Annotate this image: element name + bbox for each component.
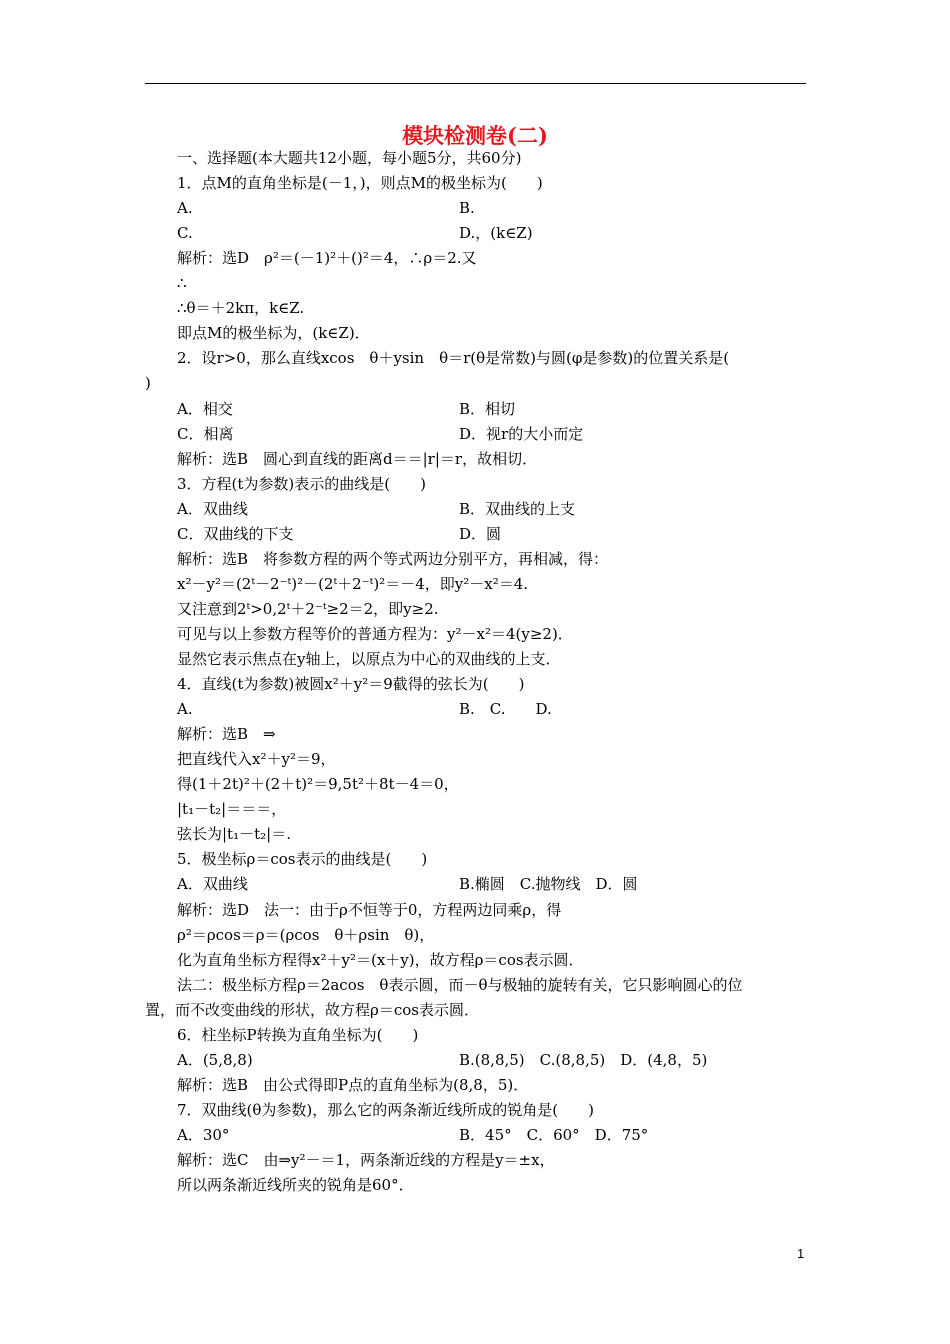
text-line: 一、选择题(本大题共12小题，每小题5分，共60分) bbox=[177, 149, 522, 167]
text-line: 解析：选B 由公式得即P点的直角坐标为(8,8，5)． bbox=[177, 1075, 529, 1094]
option-right: B．双曲线的上支 bbox=[459, 499, 576, 518]
text-line: 置，而不改变曲线的形状，故方程ρ＝cos表示圆． bbox=[145, 1000, 479, 1019]
text-line: 所以两条渐近线所夹的锐角是60°． bbox=[177, 1176, 414, 1195]
text-line: ) bbox=[145, 374, 151, 393]
option-right: D．圆 bbox=[459, 524, 502, 543]
document-title: 模块检测卷(二) bbox=[402, 123, 548, 148]
text-line: 解析：选D 法一：由于ρ不恒等于0，方程两边同乘ρ，得 bbox=[177, 900, 562, 919]
option-right: B．相切 bbox=[459, 399, 516, 418]
text-line: 弦长为|t₁－t₂|＝. bbox=[177, 825, 291, 844]
option-right: D.，(k∈Z) bbox=[459, 224, 533, 243]
text-line: C．双曲线的下支 bbox=[177, 524, 294, 543]
option-right: B.(8,8,5) C.(8,8,5) D．(4,8，5) bbox=[459, 1050, 708, 1069]
text-line: A．(5,8,8) bbox=[177, 1050, 253, 1069]
text-line: 7．双曲线(θ为参数)，那么它的两条渐近线所成的锐角是( ) bbox=[177, 1100, 594, 1119]
text-line: 法二：极坐标方程ρ＝2acos θ表示圆，而－θ与极轴的旋转有关，它只影响圆心的位 bbox=[177, 975, 743, 994]
text-line: A．双曲线 bbox=[177, 499, 248, 518]
page-number: 1 bbox=[797, 1246, 805, 1261]
text-line: ∴θ＝＋2kπ，k∈Z. bbox=[177, 299, 305, 318]
text-line: 2．设r>0，那么直线xcos θ＋ysin θ＝r(θ是常数)与圆(φ是参数)的位置关系是( bbox=[177, 349, 730, 368]
text-line: 解析：选B 将参数方程的两个等式两边分别平方，再相减，得： bbox=[177, 549, 609, 568]
text-line: 6．柱坐标P转换为直角坐标为( ) bbox=[177, 1025, 419, 1044]
text-line: 把直线代入x²＋y²＝9， bbox=[177, 750, 336, 769]
text-line: 3．方程(t为参数)表示的曲线是( ) bbox=[177, 474, 426, 493]
header-rule bbox=[145, 83, 806, 84]
option-right: B.椭圆 C.抛物线 D．圆 bbox=[459, 875, 638, 894]
text-line: C. bbox=[177, 224, 193, 243]
text-line: 得(1＋2t)²＋(2＋t)²＝9,5t²＋8t－4＝0， bbox=[177, 775, 459, 794]
text-line: A. bbox=[177, 199, 193, 218]
text-line: 解析：选D ρ²＝(－1)²＋()²＝4，∴ρ＝2.又 bbox=[177, 249, 477, 268]
text-line: A．双曲线 bbox=[177, 875, 248, 894]
text-line: 显然它表示焦点在y轴上，以原点为中心的双曲线的上支． bbox=[177, 650, 561, 668]
text-line: 1．点M的直角坐标是(－1，)，则点M的极坐标为( ) bbox=[177, 174, 543, 193]
text-line: A．相交 bbox=[177, 399, 233, 418]
text-line: 4．直线(t为参数)被圆x²＋y²＝9截得的弦长为( ) bbox=[177, 675, 525, 694]
option-right: B．45° C．60° D．75° bbox=[459, 1125, 649, 1144]
text-line: A．30° bbox=[177, 1125, 230, 1144]
text-line: ρ²＝ρcos＝ρ＝(ρcos θ＋ρsin θ)， bbox=[177, 925, 435, 944]
option-right: B. bbox=[459, 199, 475, 218]
option-right: B. C. D. bbox=[459, 700, 552, 719]
text-line: ∴ bbox=[177, 274, 187, 293]
option-right: D．视r的大小而定 bbox=[459, 424, 584, 443]
text-line: 即点M的极坐标为，(k∈Z)． bbox=[177, 324, 370, 343]
text-line: 化为直角坐标方程得x²＋y²＝(x＋y)，故方程ρ＝cos表示圆． bbox=[177, 950, 584, 969]
text-line: 5．极坐标ρ＝cos表示的曲线是( ) bbox=[177, 850, 428, 869]
text-line: |t₁－t₂|＝＝＝， bbox=[177, 800, 287, 819]
text-line: 又注意到2ᵗ>0,2ᵗ＋2⁻ᵗ≥2＝2，即y≥2. bbox=[177, 599, 439, 618]
text-line: 解析：选B ⇒ bbox=[177, 725, 276, 744]
text-line: 可见与以上参数方程等价的普通方程为：y²－x²＝4(y≥2)． bbox=[177, 624, 573, 643]
text-line: 解析：选B 圆心到直线的距离d＝＝|r|＝r，故相切． bbox=[177, 449, 538, 468]
text-line: 解析：选C 由⇒y²－＝1，两条渐近线的方程是y＝±x， bbox=[177, 1151, 555, 1169]
text-line: A. bbox=[177, 700, 193, 719]
text-line: C．相离 bbox=[177, 424, 234, 443]
text-line: x²－y²＝(2ᵗ－2⁻ᵗ)²－(2ᵗ＋2⁻ᵗ)²＝－4，即y²－x²＝4. bbox=[177, 574, 529, 593]
